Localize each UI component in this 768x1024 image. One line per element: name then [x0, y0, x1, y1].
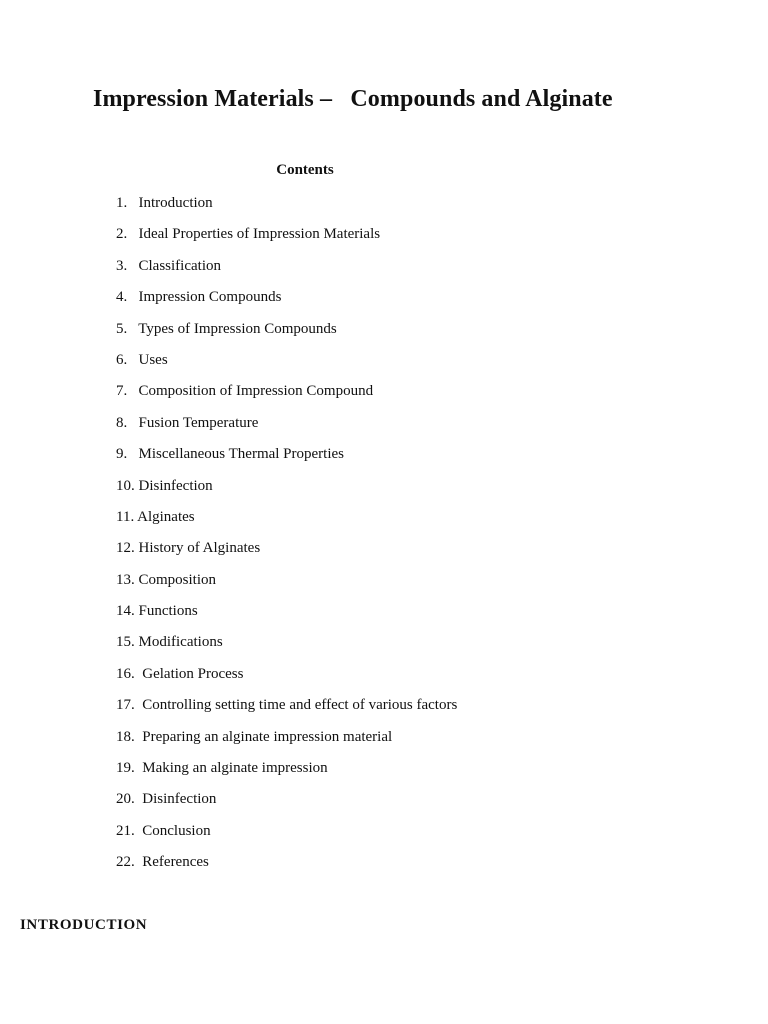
toc-item: 19. Making an alginate impression — [116, 760, 328, 777]
toc-item: 7. Composition of Impression Compound — [116, 383, 374, 400]
toc-item: 12. History of Alginates — [116, 540, 261, 557]
toc-item: 14. Functions — [116, 603, 198, 620]
toc-item: 11. Alginates — [116, 508, 195, 525]
toc-item: 17. Controlling setting time and effect of various factors — [116, 697, 458, 714]
contents-heading: Contents — [276, 162, 334, 178]
toc-item: 4. Impression Compounds — [116, 289, 282, 306]
toc-item: 10. Disinfection — [116, 477, 213, 494]
toc-item: 22. References — [116, 854, 209, 871]
toc-item: 18. Preparing an alginate impression material — [116, 728, 393, 745]
toc-item: 8. Fusion Temperature — [116, 414, 259, 431]
toc-item: 9. Miscellaneous Thermal Properties — [116, 446, 345, 463]
toc-item: 21. Conclusion — [116, 822, 211, 839]
toc-item: 13. Composition — [116, 571, 217, 588]
section-heading: INTRODUCTION — [20, 917, 148, 933]
document-title: Impression Materials – Compounds and Alginate — [93, 86, 613, 112]
table-of-contents — [116, 194, 457, 885]
toc-item: 16. Gelation Process — [116, 665, 244, 682]
toc-item: 6. Uses — [116, 351, 168, 368]
toc-item: 20. Disinfection — [116, 791, 217, 808]
toc-item: 2. Ideal Properties of Impression Materials — [116, 226, 381, 243]
toc-item: 3. Classification — [116, 257, 221, 274]
toc-item: 5. Types of Impression Compounds — [116, 320, 337, 337]
toc-item: 1. Introduction — [116, 195, 213, 211]
toc-item: 15. Modifications — [116, 634, 223, 651]
